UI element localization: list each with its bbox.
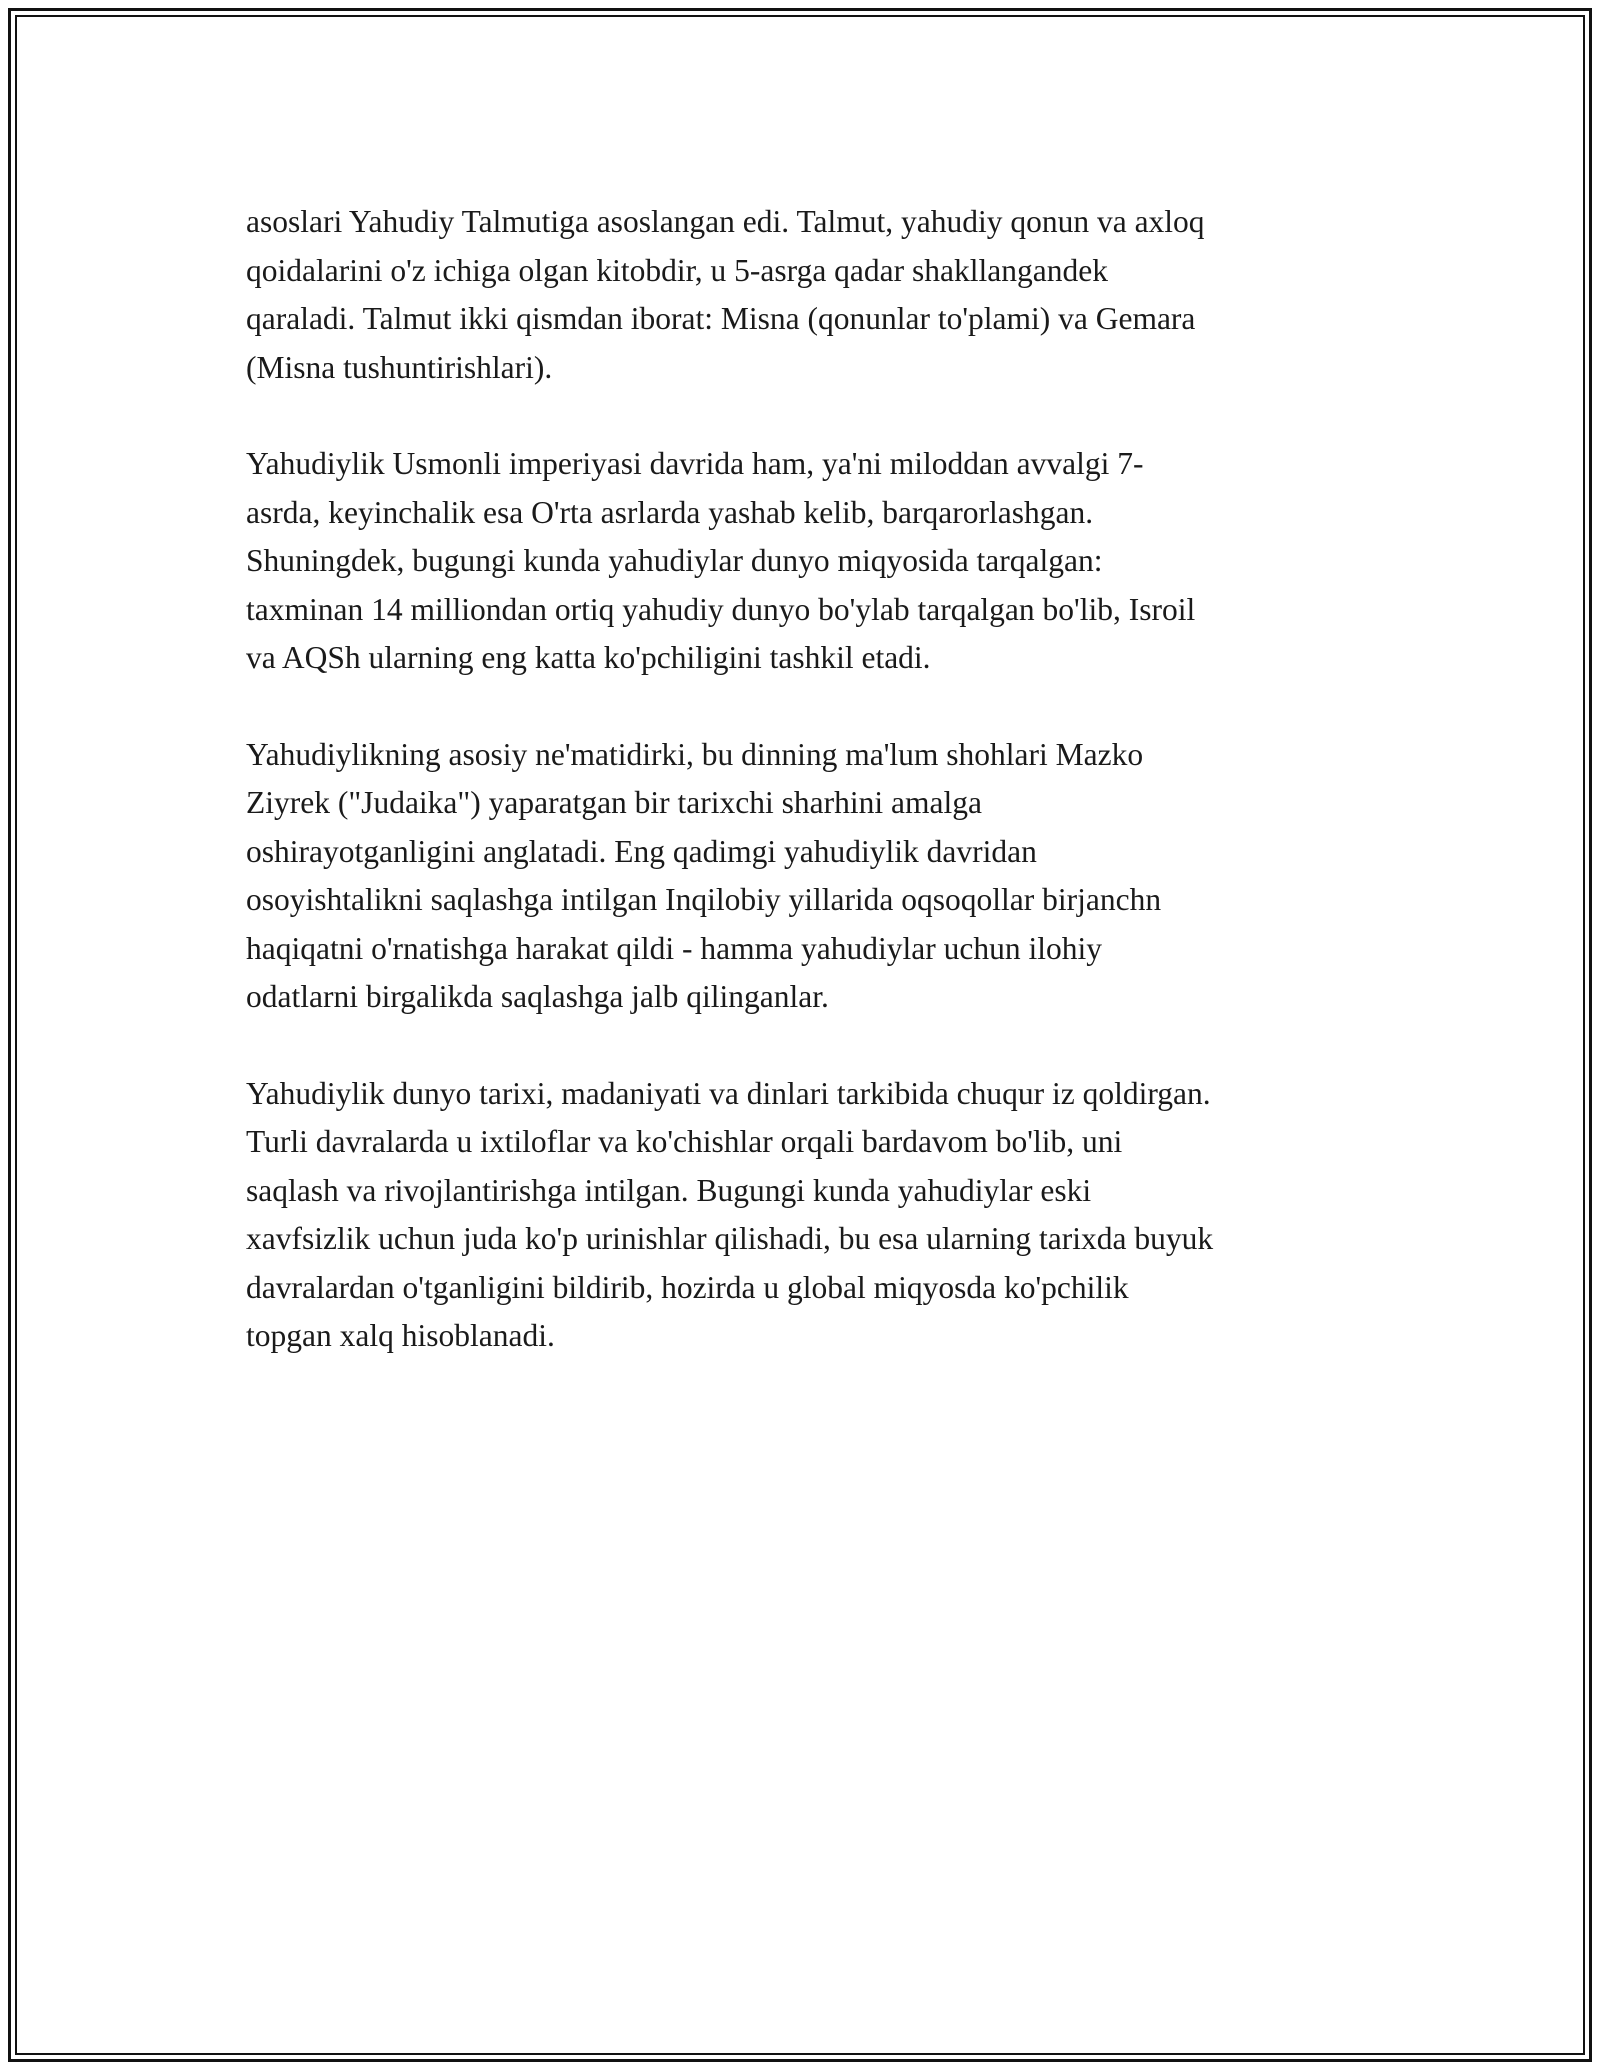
text-line: oshirayotganligini anglatadi. Eng qadimgi yahudiylik davridan [246, 833, 1037, 869]
text-line: Turli davralarda u ixtiloflar va ko'chishlar orqali bardavom bo'lib, uni [246, 1124, 1123, 1159]
text-line: qoidalarini o'z ichiga olgan kitobdir, u 5-asrga qadar shakllangandek [246, 252, 1108, 288]
text-line: odatlarni birgalikda saqlashga jalb qilinganlar. [246, 979, 829, 1014]
text-line: qaraladi. Talmut ikki qismdan iborat: Misna (qonunlar to'plami) va Gemara [246, 301, 1196, 336]
text-line: taxminan 14 milliondan ortiq yahudiy dunyo bo'ylab tarqalgan bo'lib, Isroil [246, 591, 1196, 627]
text-line: va AQSh ularning eng katta ko'pchiligini tashkil etadi. [246, 640, 931, 675]
paragraph-3 [246, 731, 1376, 1022]
text-line: Shuningdek, bugungi kunda yahudiylar dunyo miqyosida tarqalgan: [246, 543, 1103, 578]
text-line: Yahudiylik Usmonli imperiyasi davrida ham, ya'ni miloddan avvalgi 7- [246, 446, 1144, 481]
text-line: haqiqatni o'rnatishga harakat qildi - hamma yahudiylar uchun ilohiy [246, 930, 1102, 966]
text-line: Yahudiylik dunyo tarixi, madaniyati va dinlari tarkibida chuqur iz qoldirgan. [246, 1075, 1211, 1111]
paragraph-4 [246, 1070, 1376, 1361]
text-line: topgan xalq hisoblanadi. [246, 1318, 555, 1353]
text-line: Ziyrek ("Judaika") yaparatgan bir tarixchi sharhini amalga [246, 785, 982, 820]
text-line: osoyishtalikni saqlashga intilgan Inqilobiy yillarida oqsoqollar birjanchn [246, 882, 1162, 917]
paragraph-2 [246, 440, 1376, 683]
page-frame [8, 8, 1592, 2062]
text-line: saqlash va rivojlantirishga intilgan. Bugungi kunda yahudiylar eski [246, 1172, 1092, 1208]
text-line: xavfsizlik uchun juda ko'p urinishlar qilishadi, bu esa ularning tarixda buyuk [246, 1221, 1214, 1256]
text-line: asrda, keyinchalik esa O'rta asrlarda yashab kelib, barqarorlashgan. [246, 494, 1094, 530]
document-body [246, 198, 1376, 1409]
text-line: davralardan o'tganligini bildirib, hozirda u global miqyosda ko'pchilik [246, 1269, 1129, 1305]
paragraph-1 [246, 198, 1376, 392]
text-line: (Misna tushuntirishlari). [246, 349, 553, 385]
text-line: Yahudiylikning asosiy ne'matidirki, bu dinning ma'lum shohlari Mazko [246, 736, 1144, 772]
text-line: asoslari Yahudiy Talmutiga asoslangan edi. Talmut, yahudiy qonun va axloq [246, 204, 1205, 239]
